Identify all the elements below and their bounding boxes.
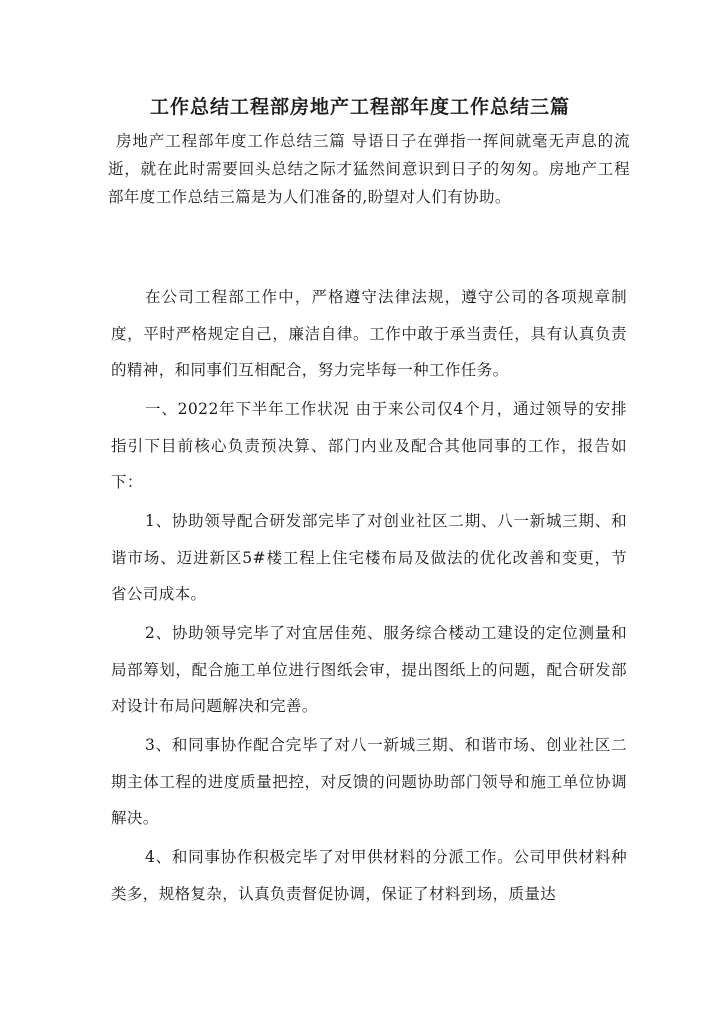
body-paragraph-3: 1、协助领导配合研发部完毕了对创业社区二期、八一新城三期、和谐市场、迈进新区5#楼工程上住宅楼布局及做法的优化改善和变更，节省公司成本。: [111, 512, 627, 603]
body-paragraph-6: 4、和同事协作积极完毕了对甲供材料的分派工作。公司甲供材料种类多，规格复杂，认真负责督促协调，保证了材料到场，质量达: [111, 848, 627, 903]
body-paragraph-2: 一、2022年下半年工作状况 由于来公司仅4个月，通过领导的安排指引下目前核心负责预决算、部门内业及配合其他同事的工作，报告如下：: [111, 400, 627, 491]
document-title: 工作总结工程部房地产工程部年度工作总结三篇: [149, 96, 570, 118]
body-paragraph-1: 在公司工程部工作中，严格遵守法律法规，遵守公司的各项规章制度，平时严格规定自己，廉洁自律。工作中敢于承当责任，具有认真负责的精神，和同事们互相配合，努力完毕每一种工作任务。: [111, 288, 627, 379]
body-paragraph-5: 3、和同事协作配合完毕了对八一新城三期、和谐市场、创业社区二期主体工程的进度质量把控，对反馈的问题协助部门领导和施工单位协调解决。: [111, 736, 627, 827]
intro-paragraph: 房地产工程部年度工作总结三篇 导语日子在弹指一挥间就毫无声息的流逝，就在此时需要回头总结之际才猛然间意识到日子的匆匆。房地产工程部年度工作总结三篇是为人们准备的,盼望对人们有协助。: [108, 132, 630, 206]
body-paragraph-4: 2、协助领导完毕了对宜居佳苑、服务综合楼动工建设的定位测量和局部筹划，配合施工单位进行图纸会审，提出图纸上的问题，配合研发部对设计布局问题解决和完善。: [111, 624, 627, 715]
